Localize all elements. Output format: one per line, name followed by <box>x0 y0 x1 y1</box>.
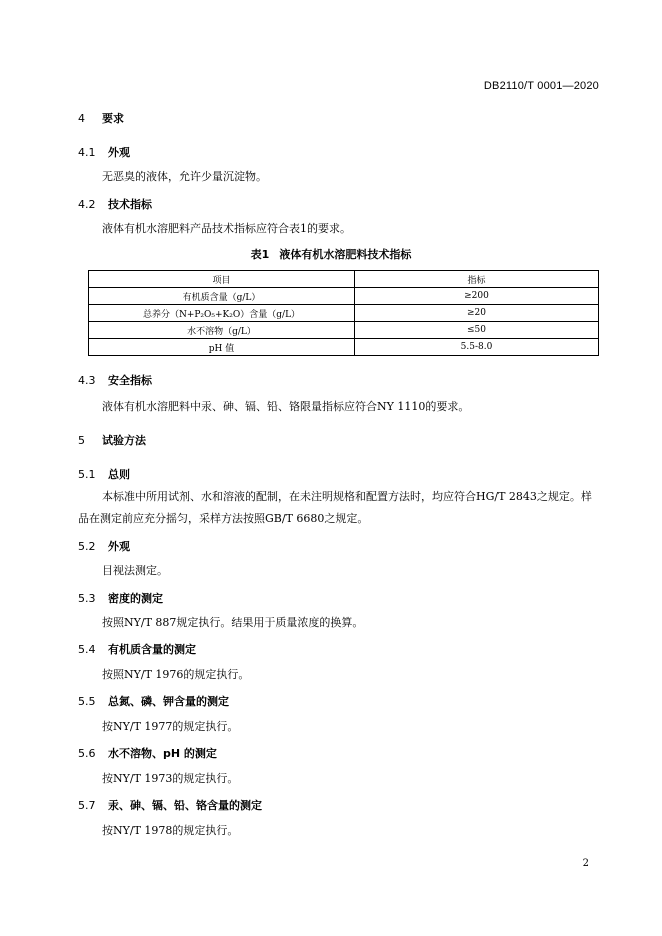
table-caption-number: 表1 <box>250 248 270 261</box>
table-cell-value: 5.5-8.0 <box>355 339 599 356</box>
table-cell-value: ≥200 <box>355 288 599 305</box>
section-number: 4.2 <box>78 198 96 211</box>
page-number: 2 <box>582 858 589 869</box>
table-cell-item: 总养分（N+P₂O₅+K₂O）含量（g/L） <box>89 305 355 322</box>
section-number: 5 <box>78 434 85 447</box>
section-5-5-body: 按NY/T 1977的规定执行。 <box>102 720 239 733</box>
table-cell-item: 有机质含量（g/L） <box>89 288 355 305</box>
section-title: 技术指标 <box>108 198 152 211</box>
section-number: 5.2 <box>78 540 96 553</box>
section-title: 外观 <box>108 540 130 553</box>
table-row <box>89 339 599 356</box>
section-title: 总氮、磷、钾含量的测定 <box>108 695 229 708</box>
section-title: 水不溶物、pH 的测定 <box>108 747 217 760</box>
section-number: 4.1 <box>78 146 96 159</box>
table-cell-item: 水不溶物（g/L） <box>89 322 355 339</box>
table-row <box>89 322 599 339</box>
section-5-5-heading <box>78 693 229 709</box>
section-number: 5.7 <box>78 799 96 812</box>
section-5-6-body: 按NY/T 1973的规定执行。 <box>102 772 239 785</box>
section-number: 5.4 <box>78 643 96 656</box>
section-5-4-heading <box>78 641 196 657</box>
section-5-3-body: 按照NY/T 887规定执行。结果用于质量浓度的换算。 <box>102 616 364 629</box>
section-5-4-body: 按照NY/T 1976的规定执行。 <box>102 668 250 681</box>
table-cell-value: ≤50 <box>355 322 599 339</box>
section-number: 5.1 <box>78 468 96 481</box>
table-header-item: 项目 <box>89 271 355 288</box>
section-4-2-body: 液体有机水溶肥料产品技术指标应符合表1的要求。 <box>102 222 351 235</box>
section-number: 5.5 <box>78 695 96 708</box>
section-title: 要求 <box>102 112 124 125</box>
section-number: 5.6 <box>78 747 96 760</box>
section-5-1-heading <box>78 466 130 482</box>
section-number: 4.3 <box>78 374 96 387</box>
section-5-2-heading <box>78 538 130 554</box>
section-title: 总则 <box>108 468 130 481</box>
section-title: 外观 <box>108 146 130 159</box>
section-number: 5.3 <box>78 592 96 605</box>
section-title: 密度的测定 <box>108 592 163 605</box>
section-4-2-heading <box>78 196 152 212</box>
section-4-1-body: 无恶臭的液体，允许少量沉淀物。 <box>102 170 267 183</box>
section-title: 有机质含量的测定 <box>108 643 196 656</box>
section-5-6-heading <box>78 745 217 761</box>
section-title: 安全指标 <box>108 374 152 387</box>
section-4-1-heading <box>78 144 130 160</box>
table-caption-title: 液体有机水溶肥料技术指标 <box>279 248 412 261</box>
section-5-7-body: 按NY/T 1978的规定执行。 <box>102 824 239 837</box>
section-title: 试验方法 <box>102 434 146 447</box>
section-5-1-body: 本标准中所用试剂、水和溶液的配制，在未注明规格和配置方法时，均应符合HG/T 2843之规定。样品在测定前应充分摇匀，采样方法按照GB/T 6680之规定。 <box>78 490 592 525</box>
spec-table <box>88 270 599 356</box>
section-number: 4 <box>78 112 85 125</box>
section-5-heading <box>78 432 146 448</box>
section-5-2-body: 目视法测定。 <box>102 564 168 577</box>
document-code: DB2110/T 0001—2020 <box>483 80 599 92</box>
section-4-heading <box>78 110 124 126</box>
table-caption <box>0 246 662 262</box>
table-header-row <box>89 271 599 288</box>
section-5-3-heading <box>78 590 163 606</box>
table-row <box>89 288 599 305</box>
table-header-value: 指标 <box>355 271 599 288</box>
section-5-7-heading <box>78 797 262 813</box>
table-cell-item: pH 值 <box>89 339 355 356</box>
table-row <box>89 305 599 322</box>
section-title: 汞、砷、镉、铅、铬含量的测定 <box>108 799 262 812</box>
section-4-3-heading <box>78 372 152 388</box>
table-cell-value: ≥20 <box>355 305 599 322</box>
section-4-3-body: 液体有机水溶肥料中汞、砷、镉、铅、铬限量指标应符合NY 1110的要求。 <box>102 400 470 413</box>
